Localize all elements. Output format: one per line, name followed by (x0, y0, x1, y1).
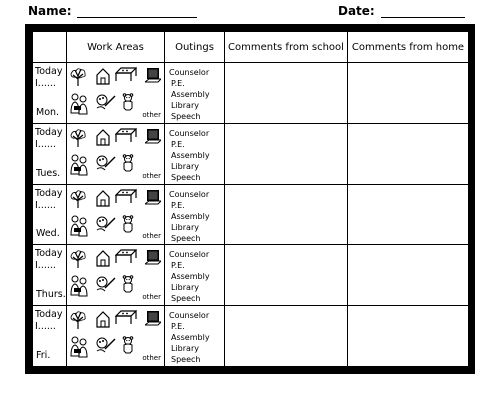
ellipsis-label: I...... (35, 260, 56, 272)
name-field-line[interactable] (77, 6, 197, 18)
day-row (33, 184, 469, 245)
comments-school-cell[interactable] (225, 245, 348, 306)
outing-option[interactable]: Counselor (169, 68, 210, 77)
day-cell (33, 184, 67, 245)
day-cell (33, 63, 67, 124)
day-row (33, 63, 469, 124)
other-label: other (142, 232, 161, 241)
outing-option[interactable]: Speech (171, 233, 201, 243)
work-areas-cell (67, 306, 165, 367)
outing-option[interactable]: Counselor (169, 250, 210, 260)
work-areas-cell (67, 63, 165, 124)
comments-home-cell[interactable] (348, 63, 469, 124)
outings-cell (165, 123, 225, 184)
comments-home-cell[interactable] (348, 245, 469, 306)
outing-option[interactable]: P.E. (171, 261, 185, 271)
ellipsis-label: I...... (35, 138, 56, 150)
outing-option[interactable]: Assembly (171, 211, 210, 221)
outing-option[interactable]: P.E. (171, 79, 185, 88)
weekly-table (32, 31, 469, 367)
outing-option[interactable]: Library (171, 283, 199, 293)
outings-cell (165, 245, 225, 306)
today-label: Today (35, 66, 63, 77)
outings-cell (165, 306, 225, 367)
work-areas-cell (67, 245, 165, 306)
column-header-day (33, 32, 67, 63)
column-header-outings: Outings (165, 32, 225, 63)
date-row (338, 4, 465, 18)
ellipsis-label: I...... (35, 78, 56, 89)
work-areas-cell (67, 123, 165, 184)
day-row (33, 245, 469, 306)
outing-option[interactable]: Assembly (171, 90, 210, 99)
outing-option[interactable]: Counselor (169, 128, 210, 138)
outing-option[interactable]: Counselor (169, 311, 210, 321)
ellipsis-label: I...... (35, 321, 56, 333)
outing-option[interactable]: Speech (171, 294, 201, 304)
other-label: other (142, 110, 161, 119)
outing-option[interactable]: Speech (171, 172, 201, 182)
day-name: Mon. (36, 106, 60, 118)
comments-school-cell[interactable] (225, 123, 348, 184)
day-cell (33, 123, 67, 184)
date-field-line[interactable] (381, 6, 465, 18)
outing-option[interactable]: Library (171, 101, 199, 110)
day-name: Tues. (36, 167, 61, 179)
comments-home-cell[interactable] (348, 306, 469, 367)
name-label: Name: (28, 4, 72, 18)
other-label: other (142, 171, 161, 180)
day-name: Fri. (36, 350, 51, 361)
day-name: Wed. (36, 228, 60, 240)
outing-option[interactable]: Assembly (171, 272, 210, 282)
outing-option[interactable]: Speech (171, 355, 201, 365)
day-name: Thurs. (36, 289, 66, 301)
column-header-comments-home: Comments from home (348, 32, 469, 63)
day-cell (33, 306, 67, 367)
comments-home-cell[interactable] (348, 123, 469, 184)
work-areas-cell (67, 184, 165, 245)
today-label: Today (35, 126, 63, 138)
date-label: Date: (338, 4, 375, 18)
comments-school-cell[interactable] (225, 63, 348, 124)
header-row (33, 32, 469, 63)
outing-option[interactable]: Library (171, 344, 199, 354)
day-cell (33, 245, 67, 306)
other-label: other (142, 354, 161, 362)
today-label: Today (35, 309, 63, 321)
name-row (28, 4, 197, 18)
other-label: other (142, 293, 161, 302)
outing-option[interactable]: P.E. (171, 322, 185, 332)
outings-cell (165, 184, 225, 245)
outing-option[interactable]: Counselor (169, 189, 210, 199)
outing-option[interactable]: P.E. (171, 139, 185, 149)
comments-school-cell[interactable] (225, 306, 348, 367)
today-label: Today (35, 248, 63, 260)
column-header-comments-school: Comments from school (225, 32, 348, 63)
outing-option[interactable]: Assembly (171, 150, 210, 160)
outing-option[interactable]: Assembly (171, 333, 210, 343)
outing-option[interactable]: Library (171, 161, 199, 171)
outings-cell (165, 63, 225, 124)
column-header-work-areas: Work Areas (67, 32, 165, 63)
ellipsis-label: I...... (35, 199, 56, 211)
today-label: Today (35, 187, 63, 199)
outing-option[interactable]: P.E. (171, 200, 185, 210)
outing-option[interactable]: Speech (171, 112, 201, 121)
comments-school-cell[interactable] (225, 184, 348, 245)
day-row (33, 123, 469, 184)
behavior-chart (25, 24, 475, 374)
comments-home-cell[interactable] (348, 184, 469, 245)
day-row (33, 306, 469, 367)
outing-option[interactable]: Library (171, 222, 199, 232)
